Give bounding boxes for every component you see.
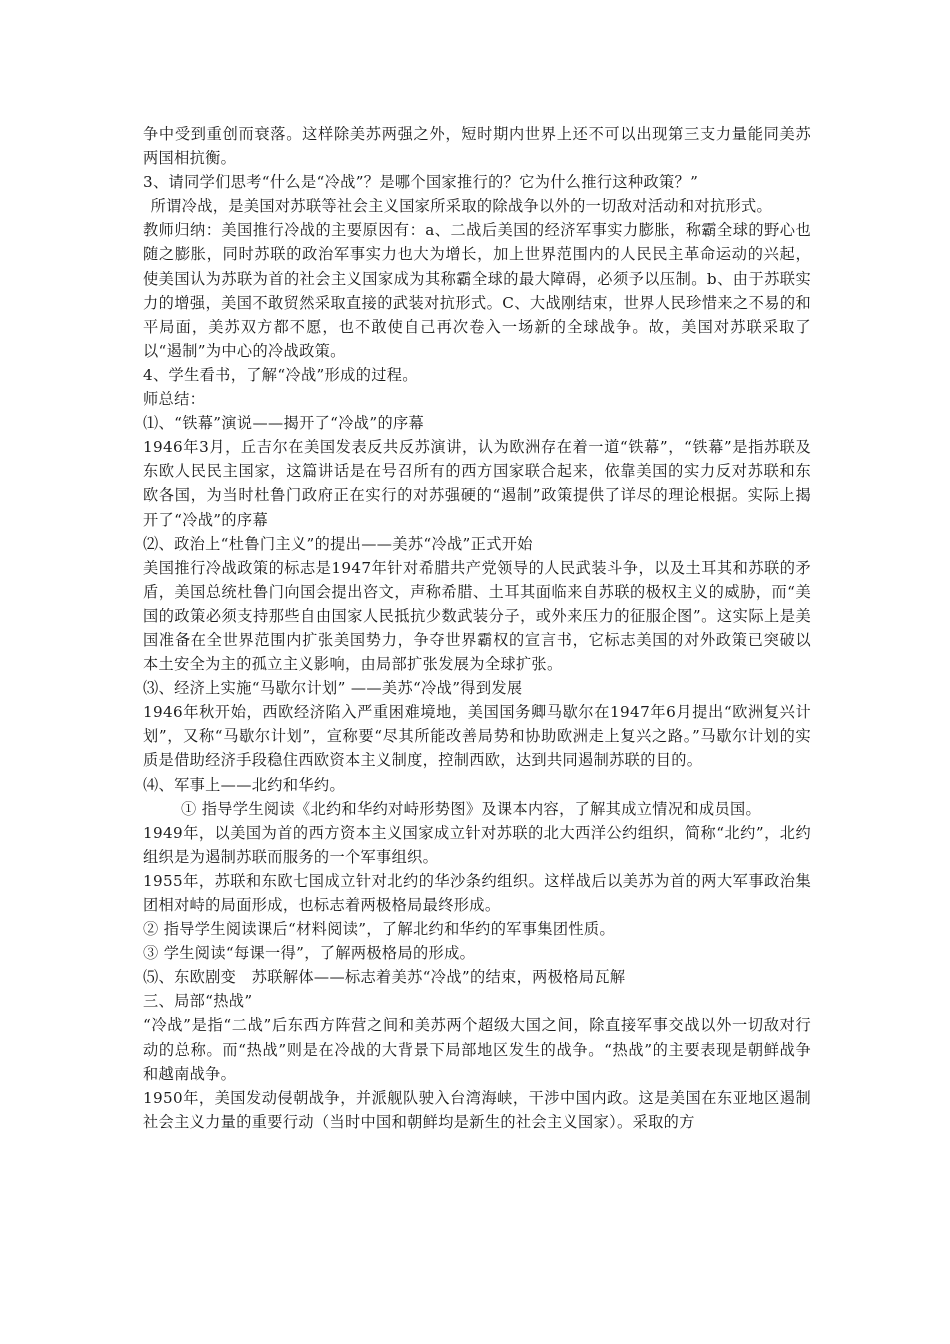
paragraph-korean-war: 1950年，美国发动侵朝战争，并派舰队驶入台湾海峡，干涉中国内政。这是美国在东亚地区遏制社会主义力量的重要行动（当时中国和朝鲜均是新生的社会主义国家）。采取的方 bbox=[143, 1088, 811, 1131]
paragraph-truman-doctrine: 美国推行冷战政策的标志是1947年针对希腊共产党领导的人民武装斗争，以及土耳其和苏联的矛盾，美国总统杜鲁门向国会提出咨文，声称希腊、土耳其面临来自苏联的极权主义的威胁，而“美国的政策必须支持那些自由国家人民抵抗少数武装分子，或外来压力的征服企图”。这实际上是美国准备在全世界范围内扩张美国势力，争夺世界霸权的宣言书，它标志美国的对外政策已突破以本土安全为主的孤立主义影响，由局部扩张发展为全球扩张。 bbox=[143, 558, 811, 674]
paragraph-hot-war-definition: “冷战”是指“二战”后东西方阵营之间和美苏两个超级大国之间，除直接军事交战以外一切敌对行动的总称。而“热战”则是在冷战的大背景下局部地区发生的战争。“热战”的主要表现是朝鲜战争和越南战争。 bbox=[143, 1016, 811, 1083]
cold-war-definition: 所谓冷战，是美国对苏联等社会主义国家所采取的除战争以外的一切敌对活动和对抗形式。 bbox=[150, 197, 773, 216]
document-body bbox=[143, 122, 811, 1134]
paragraph-nato-1949: 1949年，以美国为首的西方资本主义国家成立针对苏联的北大西洋公约组织，简称“北约”，北约组织是为遏制苏联而服务的一个军事组织。 bbox=[143, 823, 811, 866]
section-heading-hot-war: 三、局部“热战” bbox=[143, 992, 253, 1011]
heading-iron-curtain: ⑴、“铁幕”演说——揭开了“冷战”的序幕 bbox=[143, 414, 425, 433]
paragraph-warsaw-1955: 1955年，苏联和东欧七国成立针对北约的华沙条约组织。这样战后以美苏为首的两大军事政治集团相对峙的局面形成，也标志着两极格局最终形成。 bbox=[143, 871, 811, 914]
paragraph-intro-continuation: 争中受到重创而衰落。这样除美苏两强之外，短时期内世界上还不可以出现第三支力量能同美苏两国相抗衡。 bbox=[143, 125, 811, 168]
heading-military-nato-warsaw: ⑷、军事上——北约和华约。 bbox=[143, 775, 345, 794]
heading-marshall-plan: ⑶、经济上实施“马歇尔计划” ——美苏“冷战”得到发展 bbox=[143, 679, 523, 698]
heading-eastern-europe-upheaval: ⑸、东欧剧变 苏联解体——标志着美苏“冷战”的结束，两极格局瓦解 bbox=[143, 968, 626, 987]
activity-3: ③ 学生阅读“每课一得”，了解两极格局的形成。 bbox=[143, 944, 476, 963]
paragraph-marshall-plan: 1946年秋开始，西欧经济陷入严重困难境地，美国国务卿马歇尔在1947年6月提出“欧洲复兴计划”，又称“马歇尔计划”，宣称要“尽其所能改善局势和协助欧洲走上复兴之路。”马歇尔计划的实质是借助经济手段稳住西欧资本主义制度，控制西欧，达到共同遏制苏联的目的。 bbox=[143, 703, 811, 770]
teacher-conclusion-label: 师总结： bbox=[143, 390, 206, 409]
teacher-summary-causes: 教师归纳：美国推行冷战的主要原因有：a、二战后美国的经济军事实力膨胀，称霸全球的野心也随之膨胀，同时苏联的政治军事实力也大为增长，加上世界范围内的人民民主革命运动的兴起，使美国认为苏联为首的社会主义国家成为其称霸全球的最大障碍，必须予以压制。b、由于苏联实力的增强，美国不敢贸然采取直接的武装对抗形式。C、大战刚结束，世界人民珍惜来之不易的和平局面，美苏双方都不愿，也不敢使自己再次卷入一场新的全球战争。故，美国对苏联采取了以“遏制”为中心的冷战政策。 bbox=[143, 221, 811, 360]
heading-truman-doctrine: ⑵、政治上“杜鲁门主义”的提出——美苏“冷战”正式开始 bbox=[143, 534, 533, 553]
question-3: 3、请同学们思考“什么是“冷战”？是哪个国家推行的？它为什么推行这种政策？” bbox=[143, 173, 699, 192]
activity-2: ② 指导学生阅读课后“材料阅读”，了解北约和华约的军事集团性质。 bbox=[143, 920, 615, 939]
step-4: 4、学生看书，了解“冷战”形成的过程。 bbox=[143, 365, 418, 384]
paragraph-iron-curtain: 1946年3月，丘吉尔在美国发表反共反苏演讲，认为欧洲存在着一道“铁幕”，“铁幕”是指苏联及东欧人民民主国家，这篇讲话是在号召所有的西方国家联合起来，依靠美国的实力反对苏联和东欧各国，为当时杜鲁门政府正在实行的对苏强硬的“遏制”政策提供了详尽的理论根据。实际上揭开了“冷战”的序幕 bbox=[143, 438, 811, 529]
activity-1: ① 指导学生阅读《北约和华约对峙形势图》及课本内容，了解其成立情况和成员国。 bbox=[181, 799, 762, 818]
